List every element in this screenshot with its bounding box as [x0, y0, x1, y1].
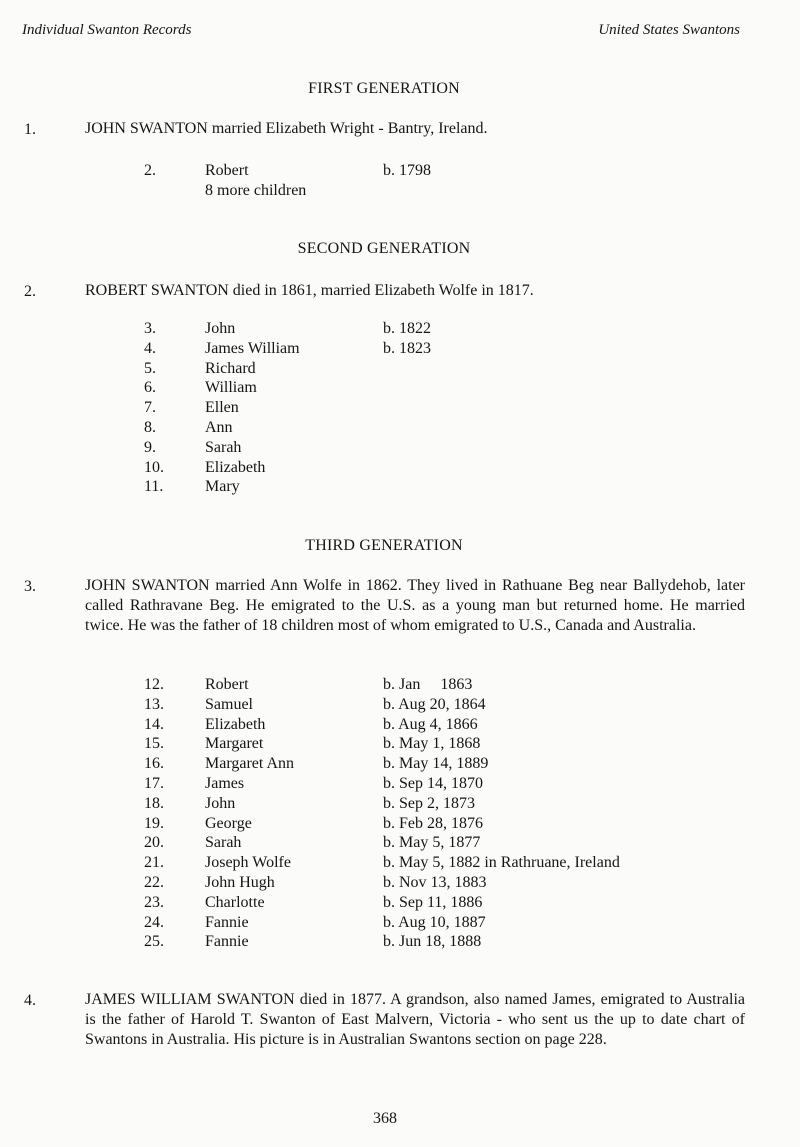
- child-number: 19.: [144, 814, 164, 832]
- child-name: James: [205, 775, 245, 792]
- entry-number: 3.: [24, 578, 36, 595]
- child-name: Joseph Wolfe: [205, 854, 291, 872]
- child-name: Elizabeth: [205, 458, 266, 476]
- child-birth: b. Aug 20, 1864: [383, 695, 486, 713]
- child-number: 12.: [144, 676, 164, 693]
- entry-number: 1.: [24, 121, 36, 138]
- child-birth: b. Nov 13, 1883: [383, 874, 487, 891]
- child-name: Sarah: [205, 834, 242, 852]
- child-name: Fannie: [205, 913, 249, 931]
- child-birth: b. Sep 2, 1873: [383, 794, 475, 812]
- child-number: 6.: [144, 379, 156, 397]
- child-number: 21.: [144, 854, 164, 872]
- child-name: Margaret: [205, 735, 264, 753]
- child-number: 4.: [144, 339, 156, 357]
- child-name: Charlotte: [205, 893, 265, 911]
- child-birth: b. Sep 14, 1870: [383, 775, 483, 792]
- child-number: 25.: [144, 933, 164, 951]
- running-header-right: United States Swantons: [598, 22, 740, 38]
- section-heading-third-generation: THIRD GENERATION: [305, 537, 463, 554]
- entry-number: 4.: [24, 992, 36, 1009]
- child-name: Samuel: [205, 695, 253, 713]
- child-number: 2.: [144, 162, 156, 179]
- child-number: 7.: [144, 399, 156, 417]
- child-name: Richard: [205, 359, 256, 377]
- child-number: 23.: [144, 893, 164, 911]
- child-number: 3.: [144, 320, 156, 337]
- section-heading-second-generation: SECOND GENERATION: [297, 240, 471, 257]
- child-name: George: [205, 814, 252, 832]
- child-birth: b. May 5, 1882 in Rathruane, Ireland: [383, 854, 620, 872]
- entry-number: 2.: [24, 283, 36, 300]
- child-number: 10.: [144, 458, 164, 476]
- child-name: Ann: [205, 419, 233, 436]
- child-number: 5.: [144, 359, 156, 377]
- running-header-left: Individual Swanton Records: [22, 22, 192, 38]
- child-birth: b. May 1, 1868: [383, 735, 481, 753]
- child-name: Margaret Ann: [205, 755, 295, 773]
- child-number: 15.: [144, 735, 164, 753]
- child-number: 16.: [144, 755, 164, 773]
- child-number: 18.: [144, 794, 164, 812]
- child-number: 20.: [144, 834, 164, 852]
- child-birth: b. Aug 10, 1887: [383, 913, 486, 931]
- child-name: James William: [205, 339, 300, 357]
- children-note: 8 more children: [205, 182, 307, 199]
- child-name: John: [205, 794, 236, 812]
- child-birth: b. Feb 28, 1876: [383, 814, 483, 832]
- child-number: 14.: [144, 715, 164, 733]
- child-name: William: [205, 379, 257, 397]
- child-name: Robert: [205, 676, 249, 693]
- child-birth: b. May 5, 1877: [383, 834, 481, 852]
- entry-text: JOHN SWANTON married Ann Wolfe in 1862. They lived in Rathuane Beg near Ballydehob, later called Rathravane Beg. He emigrated to the U.S. as a young man but returned home. He married twice. He was the father of 18 children most of whom emigrated to U.S., Canada and Australia.: [85, 577, 745, 634]
- child-birth: b. 1823: [383, 339, 431, 357]
- child-number: 8.: [144, 419, 156, 436]
- child-name: Sarah: [205, 438, 242, 456]
- child-name: John Hugh: [205, 874, 275, 891]
- child-birth: b. Jan 1863: [383, 676, 473, 693]
- child-birth: b. Sep 11, 1886: [383, 893, 483, 911]
- entry-text: JOHN SWANTON married Elizabeth Wright - Bantry, Ireland.: [85, 120, 488, 137]
- child-number: 11.: [144, 478, 164, 496]
- entry-text: ROBERT SWANTON died in 1861, married Elizabeth Wolfe in 1817.: [85, 282, 534, 299]
- child-name: Robert: [205, 162, 249, 179]
- child-name: Ellen: [205, 399, 239, 417]
- child-birth: b. 1798: [383, 162, 431, 179]
- child-name: John: [205, 320, 236, 337]
- child-birth: b. 1822: [383, 320, 431, 337]
- child-birth: b. Jun 18, 1888: [383, 933, 482, 951]
- page-number: 368: [373, 1110, 397, 1127]
- child-number: 17.: [144, 775, 164, 792]
- child-birth: b. May 14, 1889: [383, 755, 489, 773]
- child-number: 22.: [144, 874, 164, 891]
- child-number: 24.: [144, 913, 164, 931]
- child-birth: b. Aug 4, 1866: [383, 715, 478, 733]
- child-name: Mary: [205, 478, 240, 496]
- child-number: 13.: [144, 695, 164, 713]
- child-number: 9.: [144, 438, 156, 456]
- child-name: Fannie: [205, 933, 249, 951]
- entry-text: JAMES WILLIAM SWANTON died in 1877. A grandson, also named James, emigrated to Australia is the father of Harold T. Swanton of East Malvern, Victoria - who sent us the up to date chart of Swantons in Australia. His picture is in Australian Swantons section on page 228.: [85, 991, 745, 1048]
- section-heading-first-generation: FIRST GENERATION: [308, 80, 460, 97]
- child-name: Elizabeth: [205, 715, 266, 733]
